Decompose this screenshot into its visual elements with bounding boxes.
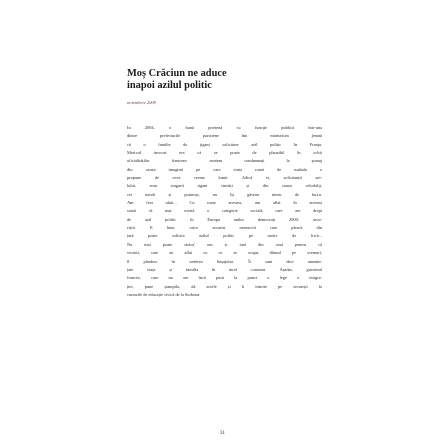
body-line: că o familie de țigani solicitase azil politic în Franța.: [127, 141, 322, 147]
body-line: dintre prefecturile pariziene îmi mărturisea jenată: [127, 133, 322, 139]
body-line: cei nasoli și puturoși, nu își găseau nimic de lucru.: [127, 191, 322, 197]
page-number: 31: [220, 431, 225, 436]
body-line: riștii. E bine, orice securist nenorocit care pleacă din: [127, 225, 322, 231]
article-title: [127, 68, 327, 92]
body-line: îl pândesc în vederea linșajului. Îi sunt deci amenin-: [127, 258, 322, 264]
body-line: In 2004, o bună prietenă cu funcție publică într-una: [127, 125, 322, 130]
body-line: Motivul invocat era că se poate de plauzibil în ochii: [127, 150, 322, 156]
body-line: țară poate solicita azilul politic pe motiv de frică...: [127, 233, 322, 239]
body-line: lului, erau singurii țigani cinstiți și din cauza celorlalți,: [127, 183, 322, 189]
body-line: țate viața și familia în mod constant. Așadar, guvernul: [127, 266, 322, 272]
body-line: francez, care nu are încă pusă la punct o lege a imigra-: [127, 275, 322, 281]
title-line: inapoi azilul politic: [127, 80, 212, 91]
title-line: Moș Crăciun ne aduce: [127, 68, 227, 79]
body-line: seară că mai există o categorie socială care are drept: [127, 208, 322, 214]
body-line: vecinii, care au aflat cu ce se ocupa dânsul pe vremuri,: [127, 250, 322, 256]
body-line: Am fost uluit... Cu toate acestea, am aflat în aceeași: [127, 200, 322, 206]
body-line: ției, pune ștampila, dă actele și îi trimite pe securiști la: [127, 283, 322, 289]
article-date: noiembrie 2009: [127, 100, 156, 105]
body-line: Nu mai poate străca' om și iară din casă pentru că: [127, 241, 322, 247]
body-line: cursurile de educație civică de la Sorbona.: [127, 291, 201, 297]
body-line: din cauza imaginii pe care etnia romă de mahala o: [127, 166, 322, 172]
article-body: [127, 124, 322, 299]
body-line: oficialităților franceze: suntem condamnați la șomaj: [127, 158, 322, 164]
body-line: de azil politic în Europa anilor democrați 2000: secu-: [127, 216, 322, 222]
body-line: propune de ceva vreme lumii. Adică ei, solicitanții azi-: [127, 175, 322, 181]
